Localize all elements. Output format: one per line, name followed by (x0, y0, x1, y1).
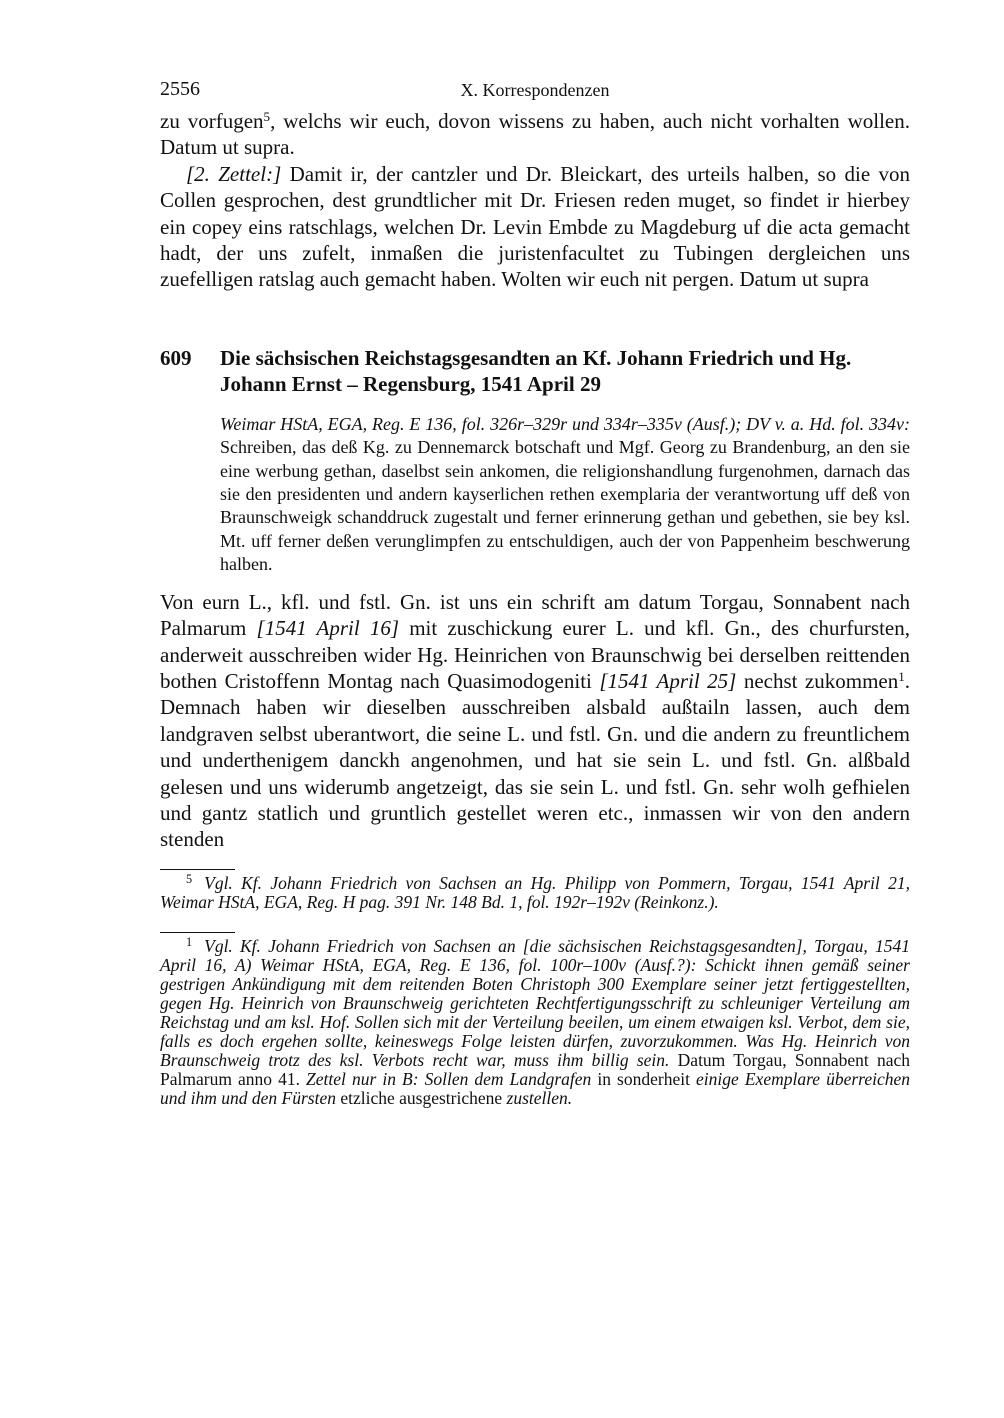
running-title: X. Korrespondenzen (460, 80, 610, 100)
footnote-rule (160, 869, 235, 870)
regest (220, 413, 910, 577)
editorial-date: [1541 April 25] (599, 668, 737, 693)
document-page (160, 78, 910, 1108)
editorial-note: [2. Zettel:] (186, 161, 282, 186)
footnote-mark: 1 (186, 935, 193, 950)
footnote-rule (160, 932, 235, 933)
footnote-5: $^5$ Vgl. Kf. Johann Friedrich von Sachsen an Hg. Philipp von Pommern, Torgau, 1541 April 21, Weimar HStA, EGA, Reg. H pag. 391 Nr. 148 Bd. 1, fol. 192r–192v (Reinkonz.). (160, 872, 910, 912)
main-text: Von eurn L., kfl. und fstl. Gn. ist uns ein schrift am datum Torgau, Sonnabent nach Palmarum [1541 April 16] mit zuschickung eurer L. und kfl. Gn., des churfursten, anderweit ausschreiben wider Hg. Heinrichen von Braunschwig bei derselben reittenden bothen Cristoffenn Montag nach Quasimodogeniti [1541 April 25] nechst zukommen$^1$. Demnach haben wir dieselben ausschreiben alsbald außtailn lassen, auch dem landgraven selbst uberantwort, die seine L. und fstl. Gn. und die andern zu freuntlichem und underthenigem danckh angenohmen, und hat sie sein L. und fstl. Gn. alßbald gelesen und uns widerumb angetzeigt, das sie sein L. und fstl. Gn. sehr wolh gefhielen und gantz statlich und gruntlich gestellet weren etc., inmassen wir von den andern stenden (160, 589, 910, 852)
running-header (160, 78, 910, 108)
page-number: 2556 (160, 78, 200, 100)
regest-source: Weimar HStA, EGA, Reg. E 136, fol. 326r–329r und 334r–335v (Ausf.); DV v. a. Hd. fol. 334v: (220, 413, 910, 434)
document-heading (160, 345, 910, 397)
regest-text: Schreiben, das deß Kg. zu Dennemarck botschaft und Mgf. Georg zu Brandenburg, an den sie eine werbung gethan, daselbst sein ankomen, die religionshandlung furgenohmen, darnach das sie den presidenten und andern kayserlichen rethen exemplaria der verantwortung uff deß von Braunschweigk schanddruck zugestalt und ferner erinnerung gethan und gebethen, sie bey ksl. Mt. uff ferner deßen verunglimpfen zu entschuldigen, auch der von Pappenheim beschwerung halben. (220, 437, 910, 575)
continuation-paragraph: zu vorfugen$^5$, welchs wir euch, dovon wissens zu haben, auch nicht vorhalten wollen. Datum ut supra. (160, 108, 910, 160)
footnote-ref-1: 1 (898, 668, 905, 684)
footnote-mark: 5 (186, 872, 193, 887)
footnote-ref-5: 5 (263, 108, 271, 124)
document-title: Die sächsischen Reichstagsgesandten an Kf. Johann Friedrich und Hg. Johann Ernst – Regensburg, 1541 April 29 (220, 345, 852, 396)
zettel-paragraph: [2. Zettel:] Damit ir, der cantzler und Dr. Bleickart, des urteils halben, so die von Collen gesprochen, dest grundtlicher mit Dr. Friesen reden muget, so findet ir hierbey ein copey eins ratschlags, welchen Dr. Levin Embde zu Magdeburg uf die acta gemacht hadt, der uns zufelt, inmaßen die juristenfacultet zu Tubingen dergleichen uns zuefelligen ratslag auch gemacht haben. Wolten wir euch nit pergen. Datum ut supra (160, 161, 910, 292)
document-number: 609 (160, 345, 192, 370)
editorial-date: [1541 April 16] (256, 616, 400, 641)
footnote-1: $^1$ Vgl. Kf. Johann Friedrich von Sachsen an [die sächsischen Reichstagsgesandten], Torgau, 1541 April 16, A) Weimar HStA, EGA, Reg. E 136, fol. 100r–100v (Ausf.?): Schickt ihnen gemäß seiner gestrigen Ankündigung mit dem reitenden Boten Christoph 300 Exemplare seiner jetzt fertiggestellten, gegen Hg. Heinrich von Braunschweig gerichteten Rechtfertigungsschrift zu schleuniger Verteilung am Reichstag und am ksl. Hof. Sollen sich mit der Verteilung beeilen, um einem etwaigen ksl. Verbot, dem sie, falls es doch ergehen sollte, keineswegs Folge leisten dürfen, zuvorzukommen. Was Hg. Heinrich von Braunschweig trotz des ksl. Verbots recht war, muss ihm billig sein. Datum Torgau, Sonnabent nach Palmarum anno 41. Zettel nur in B: Sollen dem Landgrafen in sonderheit einige Exemplare überreichen und ihm und den Fürsten etzliche ausgestrichene zustellen. (160, 935, 910, 1108)
